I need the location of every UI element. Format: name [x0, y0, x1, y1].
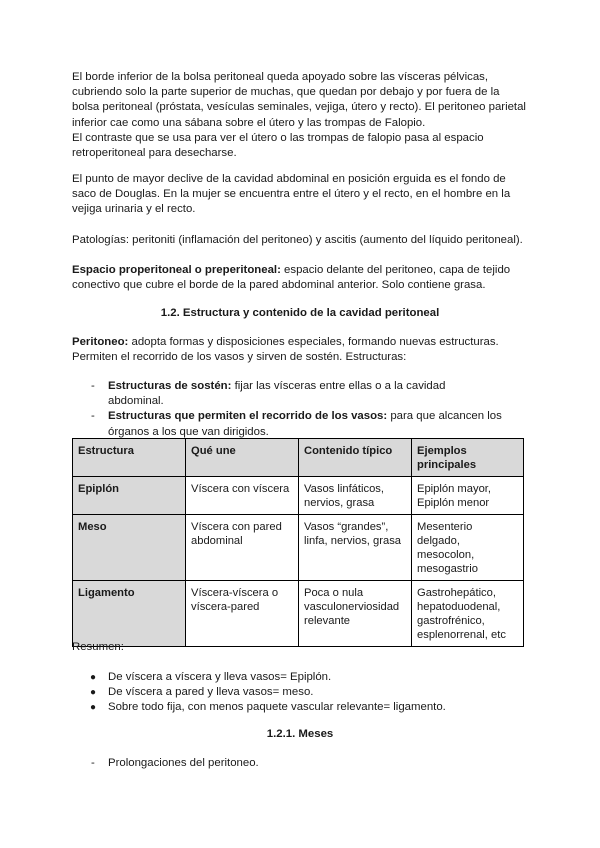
list-item-text: fijar las vísceras entre ellas o a la cavidad abdominal. — [108, 380, 446, 408]
meses-list — [72, 756, 528, 771]
table-cell: Poca o nula vasculonerviosidad relevante — [299, 581, 412, 647]
table-cell: Epiplón mayor, Epiplón menor — [412, 477, 524, 515]
summary-label: Resumen: — [72, 641, 124, 653]
list-item-text: para que alcancen los órganos a los que van dirigidos. — [108, 410, 502, 438]
table-cell: Vasos “grandes”, linfa, nervios, grasa — [299, 515, 412, 581]
bullet-icon: ● — [90, 702, 97, 714]
definition-properitoneal: espacio delante del peritoneo, capa de tejido conectivo que cubre el borde de la pared abdominal anterior. Solo contiene grasa. — [72, 264, 511, 292]
table-row-heading: Ligamento — [73, 581, 186, 647]
definition-peritoneo: adopta formas y disposiciones especiales, formando nuevas estructuras. Permiten el recorrido de los vasos y sirven de sostén. Estructuras: — [72, 336, 499, 364]
bullet-icon: ● — [90, 672, 97, 683]
table-row — [73, 581, 524, 647]
list-item-term: Estructuras que permiten el recorrido de los vasos: — [108, 410, 388, 423]
table-header-cell: Ejemplos principales — [412, 439, 524, 477]
subsection-heading: 1.2.1. Meses — [266, 728, 334, 740]
table-header-cell: Estructura — [73, 439, 186, 477]
list-item — [72, 700, 528, 715]
bullet-icon: ● — [90, 687, 97, 699]
list-item-text: De víscera a pared y lleva vasos= meso. — [108, 686, 314, 699]
table-cell: Mesenterio delgado, mesocolon, mesogastrio — [412, 515, 524, 581]
paragraph-peritoneo — [72, 335, 528, 365]
list-item — [72, 756, 528, 771]
list-dash: - — [91, 410, 95, 423]
structures-list — [72, 379, 502, 440]
paragraph-contrast: El contraste que se usa para ver el útero o las trompas de falopio pasa al espacio retroperitoneal para desecharse. — [72, 132, 484, 160]
term-properitoneal: Espacio properitoneal o preperitoneal: — [72, 264, 281, 276]
list-item-term: Estructuras de sostén: — [108, 380, 232, 392]
table-row — [73, 515, 524, 581]
list-item — [72, 409, 502, 439]
list-dash: - — [91, 757, 95, 769]
list-dash: - — [91, 380, 95, 392]
table-header-row — [73, 439, 524, 477]
table-cell: Gastrohepático, hepatoduodenal, gastrofrénico, esplenorrenal, etc — [412, 581, 524, 647]
list-item-text: De víscera a víscera y lleva vasos= Epiplón. — [108, 671, 332, 683]
table-row-heading: Epiplón — [73, 477, 186, 515]
table-header-cell: Contenido típico — [299, 439, 412, 477]
paragraph-properitoneal — [72, 263, 528, 293]
summary-list — [72, 670, 528, 716]
table-cell: Víscera-víscera o víscera-pared — [186, 581, 299, 647]
table-row — [73, 477, 524, 515]
table-row-heading: Meso — [73, 515, 186, 581]
list-item-text: Prolongaciones del peritoneo. — [108, 757, 259, 769]
table-cell: Víscera con víscera — [186, 477, 299, 515]
paragraph-pathologies: Patologías: peritoniti (inflamación del peritoneo) y ascitis (aumento del líquido peritoneal). — [72, 234, 523, 246]
table-cell: Vasos linfáticos, nervios, grasa — [299, 477, 412, 515]
list-item — [72, 685, 528, 700]
paragraph-douglas: El punto de mayor declive de la cavidad abdominal en posición erguida es el fondo de saco de Douglas. En la mujer se encuentra entre el útero y el recto, en el hombre en la vejiga urinaria y el recto. — [72, 173, 511, 216]
list-item — [72, 379, 502, 409]
term-peritoneo: Peritoneo: — [72, 336, 129, 348]
section-heading: 1.2. Estructura y contenido de la cavidad peritoneal — [160, 307, 440, 319]
paragraph-peritoneal-border: El borde inferior de la bolsa peritoneal queda apoyado sobre las vísceras pélvicas, cubriendo solo la parte superior de muchas, que quedan por debajo y por fuera de la bolsa peritoneal (próstata, vesículas seminales, vejiga, útero y recto). El peritoneo parietal inferior cae como una sábana sobre el útero y las trompas de Falopio. — [72, 71, 526, 129]
structures-table — [72, 438, 524, 647]
list-item — [72, 670, 528, 685]
table-cell: Víscera con pared abdominal — [186, 515, 299, 581]
list-item-text: Sobre todo fija, con menos paquete vascular relevante= ligamento. — [108, 701, 446, 714]
table-header-cell: Qué une — [186, 439, 299, 477]
